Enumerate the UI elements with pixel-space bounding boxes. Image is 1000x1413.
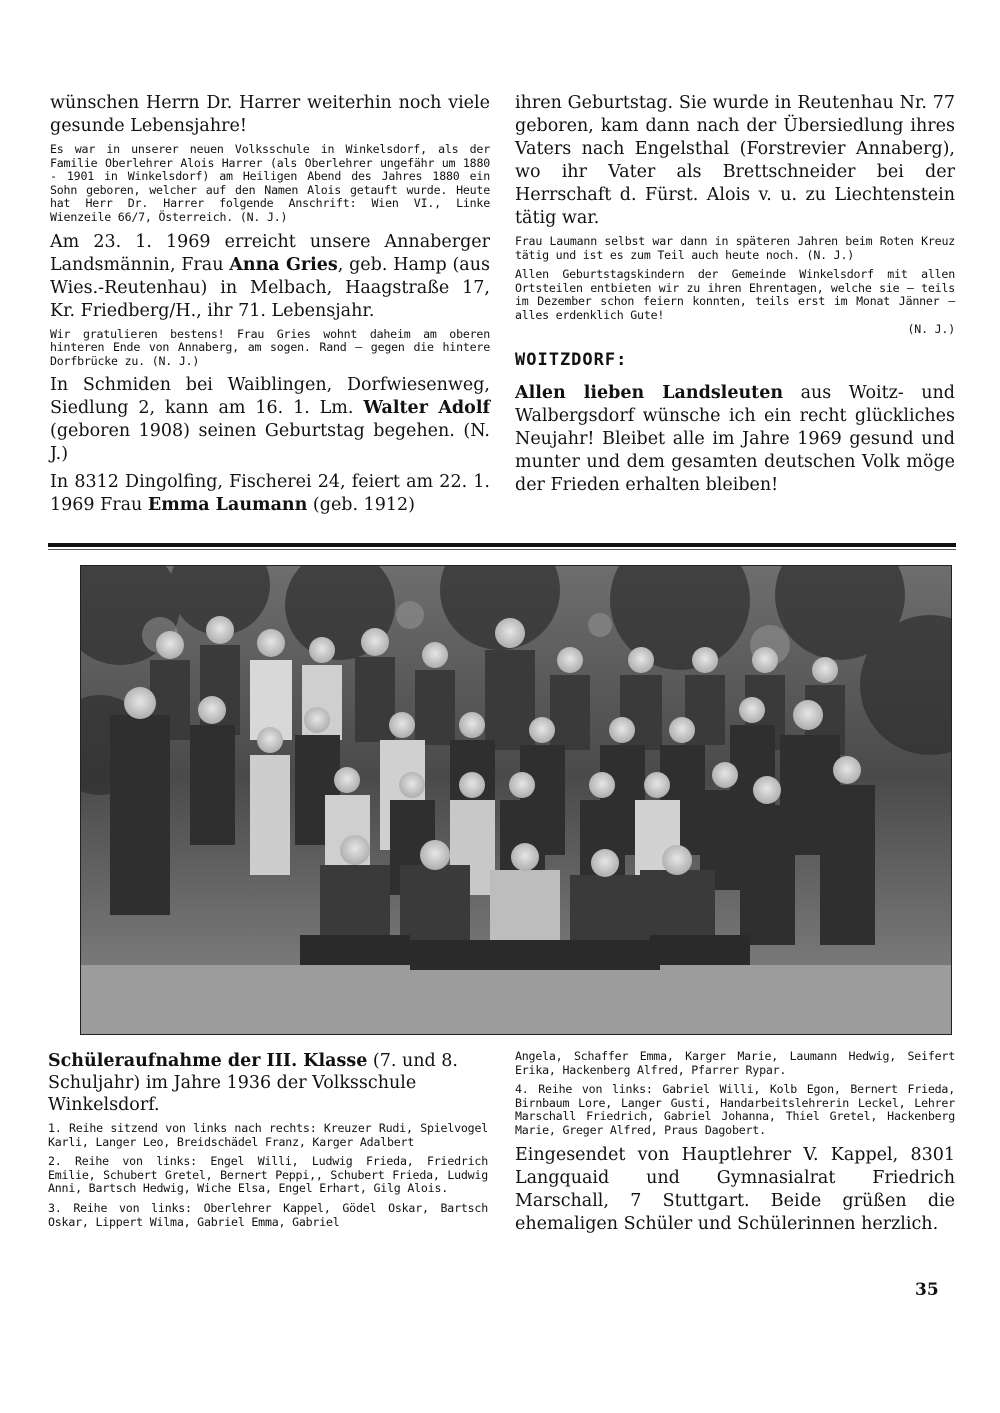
- text-span: (geb. 1912): [307, 495, 415, 516]
- paragraph-winkelsdorf-greetings: [515, 268, 955, 336]
- text-span: (7. und 8. Schuljahr) im Jahre 1936 der Volksschule Winkelsdorf.: [48, 1051, 458, 1115]
- divider-rule: [48, 543, 956, 547]
- text-span: Allen Geburtstagskindern der Gemeinde Winkelsdorf mit allen Ortsteilen entbieten wir zu ihren Ehrentagen, welche sie — teils im Dezember schon feiern konnten, teils erst im Monat Jänner — alles erdenklich Gute!: [515, 267, 955, 322]
- text-span: Am 23. 1. 1969 erreicht unsere Annaberger Landsmännin, Frau: [50, 231, 490, 275]
- paragraph-laumann-birthday: [50, 471, 490, 517]
- caption-sender: Eingesendet von Hauptlehrer V. Kappel, 8301 Langquaid und Gymnasialrat Friedrich Marschall, 7 Stuttgart. Beide grüßen die ehemaligen Schüler und Schülerinnen herzlich.: [515, 1144, 955, 1234]
- divider-rule-thin: [48, 549, 956, 550]
- paragraph-harrer-birth: Es war in unserer neuen Volksschule in Winkelsdorf, als der Familie Oberlehrer Alois Harrer (als Oberlehrer ungefähr um 1880 - 1901 in Winkelsdorf) am Heiligen Abend des Jahres 1880 ein Sohn geboren, welcher auf den Namen Alois getauft wurde. Heute hat Herr Dr. Harrer folgende Anschrift: Wien VI., Linke Wienzeile 66/7, Österreich. (N. J.): [50, 142, 490, 224]
- caption-row-2: 2. Reihe von links: Engel Willi, Ludwig Frieda, Friedrich Emilie, Schubert Gretel, Bernert Peppi,, Schubert Frieda, Ludwig Anni, Bartsch Hedwig, Wiche Elsa, Engel Erhart, Gilg Alois.: [48, 1154, 488, 1196]
- paragraph-harrer-wishes: wünschen Herrn Dr. Harrer weiterhin noch viele gesunde Lebensjahre!: [50, 93, 490, 136]
- signature-nj: (N. J.): [907, 321, 955, 336]
- name-anna-gries: Anna Gries: [229, 254, 338, 275]
- paragraph-laumann-red-cross: Frau Laumann selbst war dann in späteren Jahren beim Roten Kreuz tätig und ist es zum Teil auch heute noch. (N. J.): [515, 234, 955, 262]
- text-span: In 8312 Dingolfing, Fischerei 24, feiert am 22. 1. 1969 Frau: [50, 472, 490, 516]
- caption-left-column: [48, 1050, 488, 1235]
- caption-row-3-continued: Angela, Schaffer Emma, Karger Marie, Laumann Hedwig, Seifert Erika, Hackenberg Alfred, Pfarrer Rypar.: [515, 1049, 955, 1077]
- caption-row-1: 1. Reihe sitzend von links nach rechts: Kreuzer Rudi, Spielvogel Karli, Langer Leo, Breidschädel Franz, Karger Adalbert: [48, 1121, 488, 1149]
- caption-row-3: 3. Reihe von links: Oberlehrer Kappel, Gödel Oskar, Bartsch Oskar, Lippert Wilma, Gabriel Emma, Gabriel: [48, 1200, 488, 1229]
- caption-row-4: 4. Reihe von links: Gabriel Willi, Kolb Egon, Bernert Frieda, Birnbaum Lore, Langer Gusti, Handarbeitslehrerin Leckel, Lehrer Marschall Friedrich, Gabriel Johanna, Thiel Gretel, Hackenberg Marie, Greger Alfred, Praus Dagobert.: [515, 1082, 955, 1137]
- text-span: (geboren 1908) seinen Geburtstag begehen. (N. J.): [50, 421, 490, 465]
- text-span: In Schmiden bei Waiblingen, Dorfwiesenweg, Siedlung 2, kann am 16. 1. Lm.: [50, 375, 490, 419]
- caption-title: [48, 1050, 488, 1116]
- name-walter-adolf: Walter Adolf: [363, 398, 491, 419]
- name-emma-laumann: Emma Laumann: [147, 495, 308, 516]
- page-number: 35: [915, 1280, 939, 1300]
- lead-bold: Allen lieben Landsleuten: [515, 383, 784, 404]
- caption-right-column: [515, 1050, 955, 1241]
- paragraph-gries-birthday: [50, 231, 490, 323]
- class-photo: [80, 565, 952, 1035]
- right-column-top: [515, 92, 955, 502]
- section-heading-woitzdorf: WOITZDORF:: [515, 350, 628, 371]
- paragraph-gries-note: Wir gratulieren bestens! Frau Gries wohnt daheim am oberen hinteren Ende von Annaberg, am sogen. Rand — gegen die hintere Dorfbrücke zu. (N. J.): [50, 326, 490, 368]
- text-span: , geb. Hamp (aus Wies.-Reutenhau) in Melbach, Haagstraße 17, Kr. Friedberg/H., ihr 71. Lebensjahr.: [50, 254, 490, 321]
- left-column-top: [50, 92, 490, 522]
- caption-title-bold: Schüleraufnahme der III. Klasse: [48, 1051, 368, 1071]
- paragraph-woitzdorf-greetings: [515, 382, 955, 497]
- people-front-row: [300, 835, 750, 970]
- paragraph-laumann-bio: ihren Geburtstag. Sie wurde in Reutenhau Nr. 77 geboren, kam dann nach der Übersiedlung ihres Vaters nach Engelsthal (Forstrevier Annaberg), wo ihr Vater als Brettschneider bei der Herrschaft d. Fürst. Alois v. u. zu Liechtenstein tätig war.: [515, 93, 955, 228]
- paragraph-adolf-birthday: [50, 374, 490, 466]
- text-span: aus Woitz- und Walbergsdorf wünsche ich ein recht glückliches Neujahr! Bleibet alle im Jahre 1969 gesund und munter und dem gesamten deutschen Volk möge der Frieden erhalten bleiben!: [515, 383, 956, 496]
